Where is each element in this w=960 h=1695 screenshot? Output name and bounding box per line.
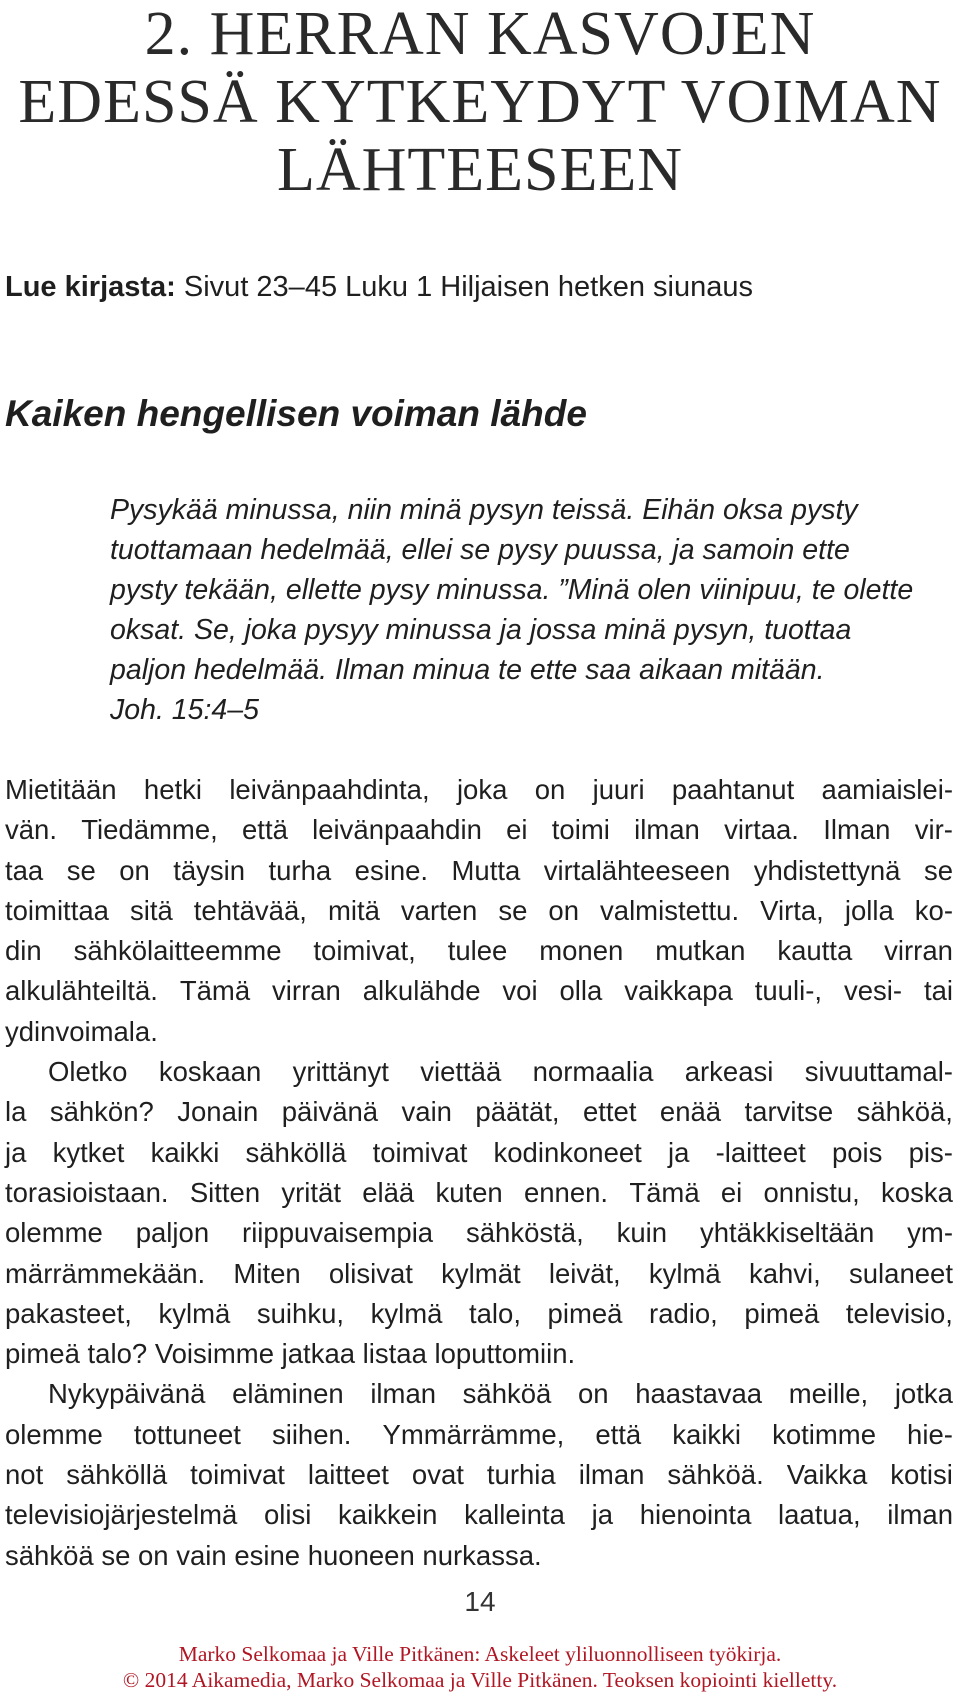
word: ennen. <box>523 1176 609 1208</box>
reading-label: Lue kirjasta: <box>5 271 176 303</box>
word: virran <box>272 975 341 1007</box>
word: olemme <box>5 1217 103 1249</box>
word: pimeä <box>547 1297 623 1329</box>
word: paahtanut <box>671 774 795 805</box>
word: leivänpaahdinta, <box>229 774 430 805</box>
chapter-title-line: EDESSÄ KYTKEYDYT VOIMAN <box>18 68 942 136</box>
word: enää <box>659 1096 722 1128</box>
word: Tämä <box>629 1176 700 1208</box>
word: kaikki <box>150 1136 220 1168</box>
word: vän. <box>5 814 57 846</box>
word: se <box>923 854 953 886</box>
word: jotka <box>894 1378 953 1410</box>
word: valmistettu. <box>600 894 740 926</box>
word: kuten <box>435 1176 503 1208</box>
word: pakasteet, <box>5 1297 132 1329</box>
word: päivänä <box>281 1096 379 1128</box>
word: arkeasi <box>684 1056 774 1088</box>
reading-assignment <box>5 270 753 304</box>
word: sähkön? <box>49 1096 154 1128</box>
word: toimivat <box>372 1136 468 1168</box>
body-line <box>5 1052 953 1092</box>
body-line <box>5 1092 953 1132</box>
word: Miten <box>233 1257 301 1289</box>
word: sähköä <box>462 1378 552 1410</box>
word: kahvi, <box>748 1257 821 1289</box>
word: voi <box>502 975 538 1007</box>
word: se <box>498 894 528 926</box>
word: radio, <box>649 1297 718 1329</box>
word: vesi- <box>843 975 902 1007</box>
word: Ilman <box>823 814 891 846</box>
word: kylmä <box>158 1297 231 1329</box>
word: -laitteet <box>715 1136 806 1168</box>
word: viettää <box>420 1056 502 1088</box>
word: pimeä <box>744 1297 820 1329</box>
word: että <box>595 1418 642 1450</box>
body-line <box>5 971 953 1011</box>
word: tarvitse <box>744 1096 834 1128</box>
word: tulee <box>447 935 508 967</box>
body-line <box>5 770 953 810</box>
word: sähköstä, <box>466 1217 584 1249</box>
quote-line: pysty tekään, ellette pysy minussa. ”Minä olen viinipuu, te olette <box>110 574 914 606</box>
word: Tiedämme, <box>81 814 218 846</box>
word: sähköä. <box>667 1459 764 1491</box>
body-line <box>5 1374 953 1414</box>
word: toimivat <box>190 1459 285 1491</box>
body-line <box>5 1173 953 1213</box>
word: kautta <box>777 935 853 967</box>
section-heading: Kaiken hengellisen voiman lähde <box>5 393 587 434</box>
word: koska <box>881 1176 953 1208</box>
page-number: 14 <box>464 1586 496 1617</box>
word: kaikki <box>672 1418 742 1450</box>
word: hienointa <box>639 1499 752 1531</box>
word: virtalähteeseen <box>543 854 731 886</box>
word: olisi <box>264 1499 312 1531</box>
word: sähköllä <box>66 1459 168 1491</box>
body-line <box>5 1254 953 1294</box>
word: normaalia <box>532 1056 654 1088</box>
word: riippuvaisempia <box>242 1217 434 1249</box>
word: ym- <box>907 1217 953 1249</box>
body-line <box>5 1294 953 1334</box>
word: Oletko <box>48 1056 128 1088</box>
word: yhdistettynä <box>753 854 901 886</box>
quote-line: tuottamaan hedelmää, ellei se pysy puussa, ja samoin ette <box>110 534 850 566</box>
word: päätät, <box>475 1096 560 1128</box>
word: ovat <box>411 1459 464 1491</box>
word: Sitten <box>189 1176 261 1208</box>
quote-line: Pysykää minussa, niin minä pysyn teissä. Eihän oksa pysty <box>110 494 858 526</box>
body-line <box>5 1213 953 1253</box>
word: sähköllä <box>245 1136 347 1168</box>
word: televisiojärjestelmä <box>5 1499 238 1531</box>
word: olla <box>559 975 603 1007</box>
word: kylmät <box>441 1257 521 1289</box>
word: märrämmekään. <box>5 1257 206 1289</box>
word: ilman <box>370 1378 437 1410</box>
quote-reference: Joh. 15:4–5 <box>110 694 259 726</box>
word: suihku, <box>256 1297 345 1329</box>
word: televisio, <box>845 1297 953 1329</box>
word: se <box>66 854 96 886</box>
word: mutkan <box>655 935 746 967</box>
body-line <box>5 891 953 931</box>
word: Mietitään <box>5 774 117 805</box>
word: kytket <box>52 1136 125 1168</box>
word: toimittaa <box>5 894 109 926</box>
word: täysin <box>173 854 246 886</box>
word: kuin <box>616 1217 668 1249</box>
word: turha <box>268 854 332 886</box>
word: on <box>534 774 566 805</box>
chapter-title-line: LÄHTEESEEN <box>276 136 684 204</box>
body-line <box>5 931 953 971</box>
word: pois <box>831 1136 883 1168</box>
body-text <box>5 770 953 1576</box>
footer-line-1: Marko Selkomaa ja Ville Pitkänen: Askeleet yliluonnolliseen työkirja. <box>178 1642 782 1666</box>
word: Mutta <box>451 854 521 886</box>
word: Jonain <box>177 1096 259 1128</box>
word: tuuli-, <box>754 975 822 1007</box>
word: Ymmärrämme, <box>382 1418 565 1450</box>
word: sitä <box>129 894 173 926</box>
word: sähköä, <box>856 1096 953 1128</box>
word: pis- <box>908 1136 953 1168</box>
word: taa <box>5 854 44 886</box>
word: vain <box>401 1096 452 1128</box>
word: Vaikka <box>786 1459 868 1491</box>
word: turhia <box>486 1459 556 1491</box>
body-line <box>5 810 953 850</box>
word: hie- <box>907 1418 953 1450</box>
word: eläminen <box>232 1378 344 1410</box>
word: toimivat, <box>313 935 416 967</box>
word: torasioistaan. <box>5 1176 169 1208</box>
reading-text: Sivut 23–45 Luku 1 Hiljaisen hetken siunaus <box>175 271 753 303</box>
word: sulaneet <box>849 1257 953 1289</box>
word: laatua, <box>778 1499 861 1531</box>
word: on <box>119 854 150 886</box>
word: leivät, <box>548 1257 621 1289</box>
word: kylmä <box>370 1297 443 1329</box>
body-line: sähköä se on vain esine huoneen nurkassa. <box>5 1539 542 1571</box>
word: Tämä <box>179 975 251 1007</box>
word: kalleinta <box>464 1499 565 1531</box>
word: juuri <box>592 774 645 805</box>
copyright-footer <box>0 1641 960 1693</box>
word: joka <box>456 774 508 805</box>
quote-line: oksat. Se, joka pysyy minussa ja jossa minä pysyn, tuottaa <box>110 614 852 646</box>
word: kodinkoneet <box>493 1136 642 1168</box>
word: kaikkein <box>338 1499 438 1531</box>
word: tehtävää, <box>193 894 307 926</box>
body-line <box>5 1495 953 1535</box>
word: yrittänyt <box>292 1056 389 1088</box>
word: elää <box>362 1176 415 1208</box>
word: leivänpaahdin <box>312 814 482 846</box>
word: on <box>577 1378 609 1410</box>
word: alkulähde <box>362 975 481 1007</box>
word: virran <box>884 935 953 967</box>
word: ja <box>5 1136 27 1168</box>
word: yhtäkkiseltään <box>700 1217 875 1249</box>
word: toimi <box>551 814 610 846</box>
word: not <box>5 1459 44 1491</box>
scripture-quote <box>110 490 950 730</box>
word: ilman <box>887 1499 953 1531</box>
word: ilman <box>578 1459 645 1491</box>
word: ja <box>668 1136 690 1168</box>
word: koskaan <box>158 1056 262 1088</box>
body-line: ydinvoimala. <box>5 1015 158 1047</box>
word: tottuneet <box>133 1418 241 1450</box>
word: kotisi <box>890 1459 953 1491</box>
word: ei <box>720 1176 743 1208</box>
word: on <box>548 894 580 926</box>
body-line <box>5 1415 953 1455</box>
word: paljon <box>135 1217 210 1249</box>
word: meille, <box>788 1378 869 1410</box>
word: yrität <box>281 1176 341 1208</box>
footer-line-2: © 2014 Aikamedia, Marko Selkomaa ja Ville Pitkänen. Teoksen kopiointi kielletty. <box>122 1668 838 1692</box>
word: tai <box>923 975 953 1007</box>
word: jolla <box>844 894 894 926</box>
word: varten <box>400 894 478 926</box>
word: siihen. <box>271 1418 352 1450</box>
word: talo, <box>468 1297 521 1329</box>
word: esine. <box>354 854 429 886</box>
word: olemme <box>5 1418 103 1450</box>
body-line <box>5 851 953 891</box>
word: mitä <box>327 894 380 926</box>
word: ko- <box>914 894 953 926</box>
chapter-title <box>0 0 960 204</box>
word: kylmä <box>648 1257 721 1289</box>
word: Virta, <box>760 894 824 926</box>
word: kotimme <box>772 1418 876 1450</box>
word: aamiaislei- <box>821 774 953 805</box>
word: ja <box>591 1499 614 1531</box>
word: haastavaa <box>635 1378 763 1410</box>
word: onnistu, <box>763 1176 860 1208</box>
body-line <box>5 1133 953 1173</box>
word: laitteet <box>307 1459 389 1491</box>
word: alkulähteiltä. <box>5 975 158 1007</box>
word: että <box>242 814 288 846</box>
word: monen <box>539 935 624 967</box>
word: la <box>5 1096 27 1128</box>
body-line: pimeä talo? Voisimme jatkaa listaa loputtomiin. <box>5 1338 576 1370</box>
word: ettet <box>582 1096 637 1128</box>
word: hetki <box>143 774 202 805</box>
word: vaikkapa <box>624 975 733 1007</box>
word: olisivat <box>328 1257 413 1289</box>
chapter-title-line: 2. HERRAN KASVOJEN <box>144 0 816 68</box>
word: virtaa. <box>724 814 799 846</box>
word: din <box>5 935 42 967</box>
quote-line: paljon hedelmää. Ilman minua te ette saa aikaan mitään. <box>110 654 825 686</box>
word: Nykypäivänä <box>48 1378 206 1410</box>
word: sivuuttamal- <box>804 1056 953 1088</box>
word: sähkölaitteemme <box>73 935 282 967</box>
word: vir- <box>914 814 953 846</box>
body-line <box>5 1455 953 1495</box>
word: ilman <box>634 814 700 846</box>
word: ei <box>506 814 528 846</box>
